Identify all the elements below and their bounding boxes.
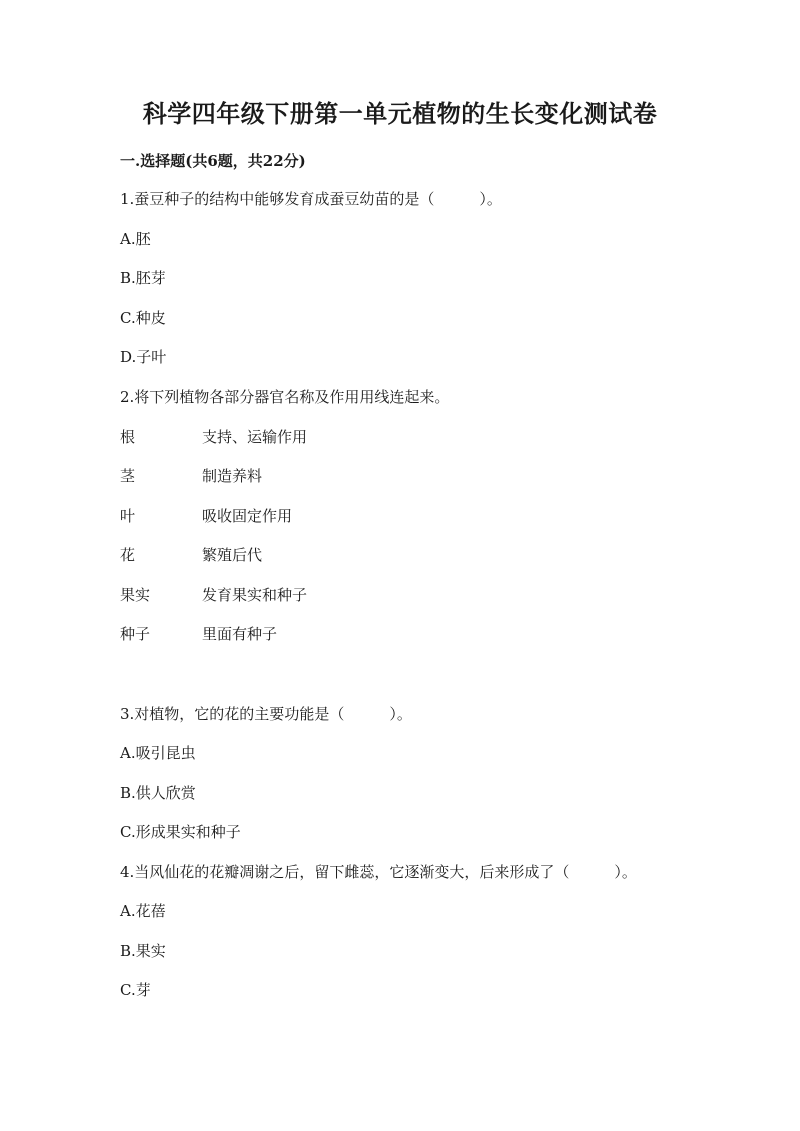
matching-function: 发育果实和种子 <box>202 586 308 604</box>
question-3-option-b: B.供人欣赏 <box>120 784 196 802</box>
question-1-option-b: B.胚芽 <box>120 269 166 287</box>
question-3-option-a: A.吸引昆虫 <box>120 744 196 762</box>
question-4-option-c: C.芽 <box>120 981 151 999</box>
question-1-option-a: A.胚 <box>120 230 151 248</box>
question-3-option-c: C.形成果实和种子 <box>120 823 241 841</box>
question-4-option-a: A.花蓓 <box>120 902 166 920</box>
matching-function: 支持、运输作用 <box>202 428 308 446</box>
page-title: 科学四年级下册第一单元植物的生长变化测试卷 <box>142 99 658 128</box>
matching-organ: 根 <box>120 428 136 446</box>
matching-organ: 果实 <box>120 586 151 604</box>
question-3-stem: 3.对植物，它的花的主要功能是（ ）。 <box>120 705 412 723</box>
matching-function: 制造养料 <box>202 467 263 485</box>
question-4-option-b: B.果实 <box>120 942 166 960</box>
matching-organ: 叶 <box>120 507 136 525</box>
question-4-stem: 4.当风仙花的花瓣凋谢之后，留下雌蕊，它逐渐变大，后来形成了（ ）。 <box>120 863 637 881</box>
matching-organ: 花 <box>120 546 136 564</box>
question-1-stem: 1.蚕豆种子的结构中能够发育成蚕豆幼苗的是（ ）。 <box>120 190 502 208</box>
section-heading: 一.选择题(共6题，共22分) <box>120 152 306 170</box>
matching-function: 吸收固定作用 <box>202 507 293 525</box>
matching-organ: 种子 <box>120 625 151 643</box>
question-2-stem: 2.将下列植物各部分器官名称及作用用线连起来。 <box>120 388 450 406</box>
matching-function: 繁殖后代 <box>202 546 263 564</box>
matching-function: 里面有种子 <box>202 625 278 643</box>
matching-organ: 茎 <box>120 467 136 485</box>
question-1-option-c: C.种皮 <box>120 309 166 327</box>
question-1-option-d: D.子叶 <box>120 348 167 366</box>
